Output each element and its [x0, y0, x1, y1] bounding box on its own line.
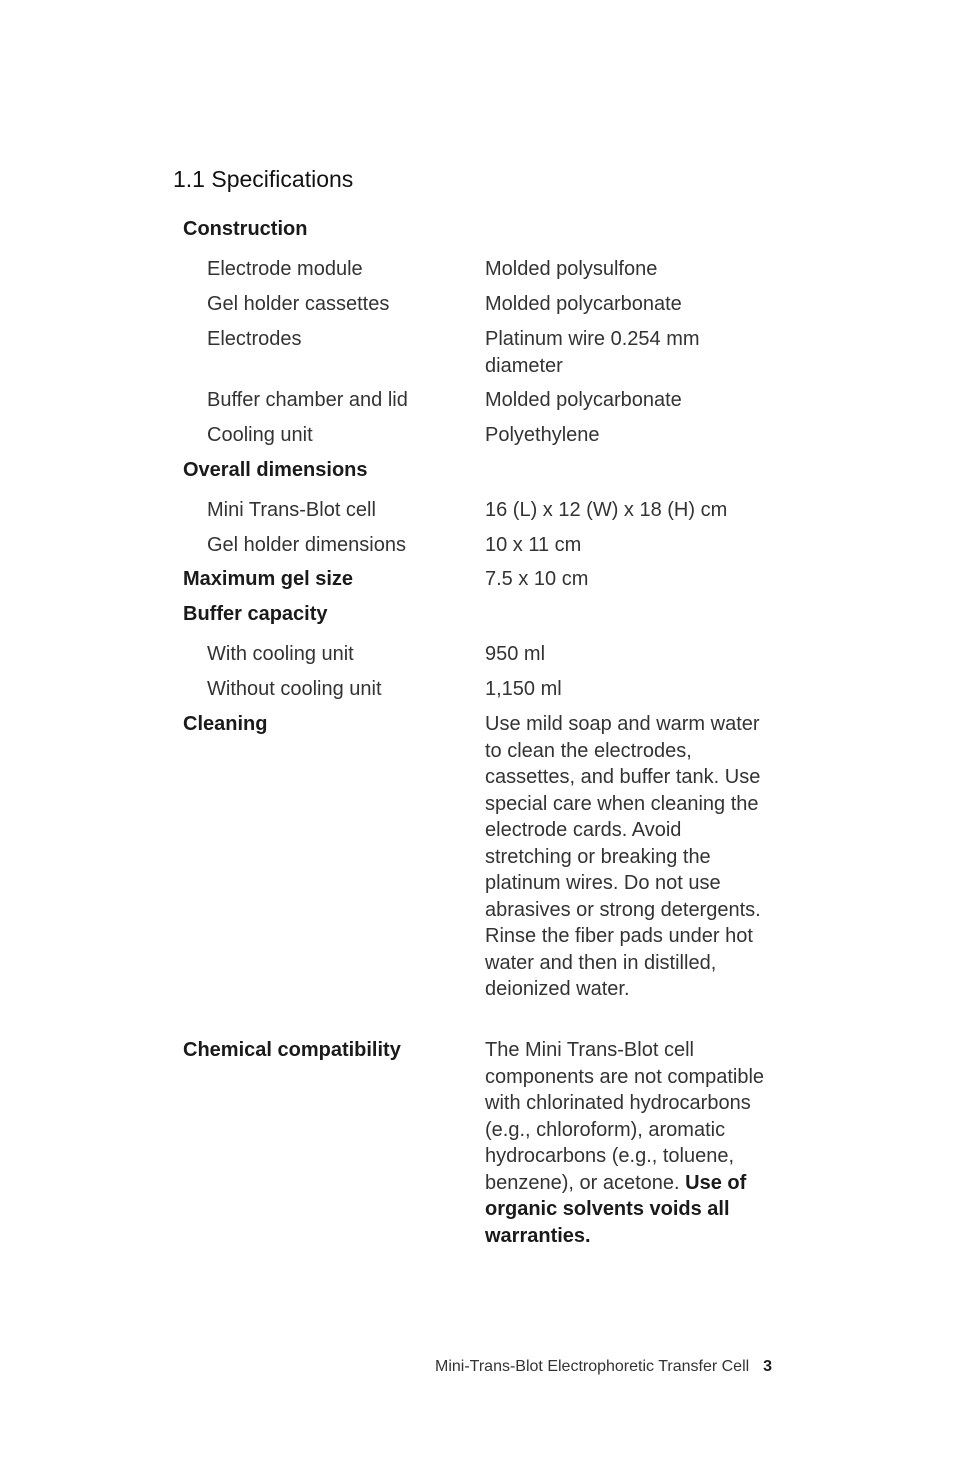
spec-value-chemical-compatibility	[485, 1037, 770, 1249]
spec-value: 1,150 ml	[485, 678, 562, 700]
spec-value: Platinum wire 0.254 mm diameter	[485, 328, 700, 377]
spec-value-cleaning: Use mild soap and warm water to clean the electrodes, cassettes, and buffer tank. Use special care when cleaning the electrode cards. Avoid stretching or breaking the platinum wires. Do not use abrasives or strong detergents. Rinse the fiber pads under hot water and then in distilled, deionized water.	[485, 713, 761, 1000]
section-label-cleaning: Cleaning	[183, 713, 268, 735]
spec-label: Mini Trans-Blot cell	[207, 499, 376, 521]
page-number: 3	[763, 1358, 773, 1375]
spec-value: Molded polycarbonate	[485, 293, 682, 315]
spec-label: Electrodes	[207, 328, 302, 350]
spec-label: Gel holder dimensions	[207, 534, 406, 556]
footer-title: Mini-Trans-Blot Electrophoretic Transfer Cell	[435, 1358, 750, 1375]
section-label-chemical-compatibility: Chemical compatibility	[183, 1039, 401, 1061]
spec-label: Cooling unit	[207, 424, 313, 446]
spec-value: Molded polysulfone	[485, 258, 658, 280]
page-title: 1.1 Specifications	[173, 166, 354, 192]
spec-value: 7.5 x 10 cm	[485, 568, 589, 590]
page-footer	[435, 1358, 772, 1376]
spec-label: With cooling unit	[207, 643, 354, 665]
section-label-buffer-capacity: Buffer capacity	[183, 603, 328, 625]
spec-value: Molded polycarbonate	[485, 389, 682, 411]
section-label-max-gel-size: Maximum gel size	[183, 568, 354, 590]
warranty-warning: Use of organic solvents voids all warranties.	[485, 1171, 747, 1247]
spec-label: Gel holder cassettes	[207, 293, 390, 315]
section-label-construction: Construction	[183, 218, 308, 240]
spec-value: Polyethylene	[485, 424, 600, 446]
spec-value: 950 ml	[485, 643, 546, 665]
spec-label: Electrode module	[207, 258, 363, 280]
spec-label: Buffer chamber and lid	[207, 389, 408, 411]
section-label-overall-dimensions: Overall dimensions	[183, 459, 368, 481]
spec-value: 16 (L) x 12 (W) x 18 (H) cm	[485, 499, 728, 521]
compatibility-text: The Mini Trans-Blot cell components are not compatible with chlorinated hydrocarbons (e.g., chloroform), aromatic hydrocarbons (e.g., toluene, benzene), or acetone.	[485, 1039, 765, 1194]
spec-label: Without cooling unit	[207, 678, 382, 700]
spec-value: 10 x 11 cm	[485, 534, 582, 556]
